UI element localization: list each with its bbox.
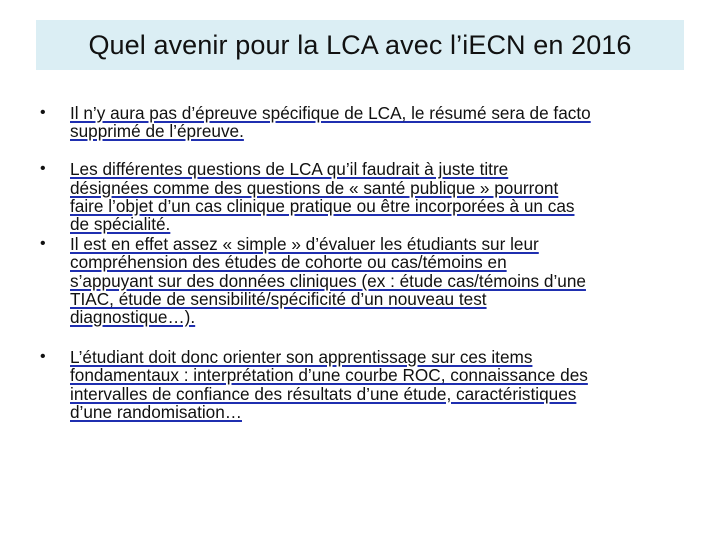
bullet-line: Il n’y aura pas d’épreuve spécifique de LCA, le résumé sera de facto [70,103,591,123]
bullet-text [70,234,586,327]
bullet-line: intervalles de confiance des résultats d’une étude, caractéristiques [70,383,577,404]
bullet-line: s’appuyant sur des données cliniques (ex : étude cas/témoins d’une [70,270,586,291]
bullet-line: Les différentes questions de LCA qu’il faudrait à juste titre [70,159,509,180]
bullet-line: faire l’objet d’un cas clinique pratique ou être incorporées à un cas [70,195,575,216]
slide-title: Quel avenir pour la LCA avec l’iECN en 2016 [88,29,632,60]
bullet-line: d’une randomisation… [70,401,242,422]
bullet-item [40,104,680,140]
bullet-line: fondamentaux : interprétation d’une courbe ROC, connaissance des [70,365,588,386]
bullet-line: désignées comme des questions de « santé publique » pourront [70,177,559,198]
bullet-text [70,159,574,234]
bullet-line: TIAC, étude de sensibilité/spécificité d’un nouveau test [70,288,487,309]
bullet-icon: • [40,160,46,178]
bullet-line: supprimé de l’épreuve. [70,121,244,142]
bullet-line: diagnostique…). [70,307,196,328]
bullet-icon: • [40,235,46,253]
bullet-list [40,104,680,421]
bullet-line: de spécialité. [70,214,171,235]
bullet-line: compréhension des études de cohorte ou cas/témoins en [70,252,507,273]
bullet-item [40,235,680,326]
bullet-item [40,160,680,233]
bullet-text [70,103,591,141]
bullet-line: Il est en effet assez « simple » d’évaluer les étudiants sur leur [70,234,539,255]
bullet-icon: • [40,104,46,121]
bullet-icon: • [40,348,46,366]
title-banner [36,20,684,70]
bullet-text [70,347,588,422]
bullet-item [40,348,680,421]
bullet-line: L’étudiant doit donc orienter son apprentissage sur ces items [70,347,533,368]
